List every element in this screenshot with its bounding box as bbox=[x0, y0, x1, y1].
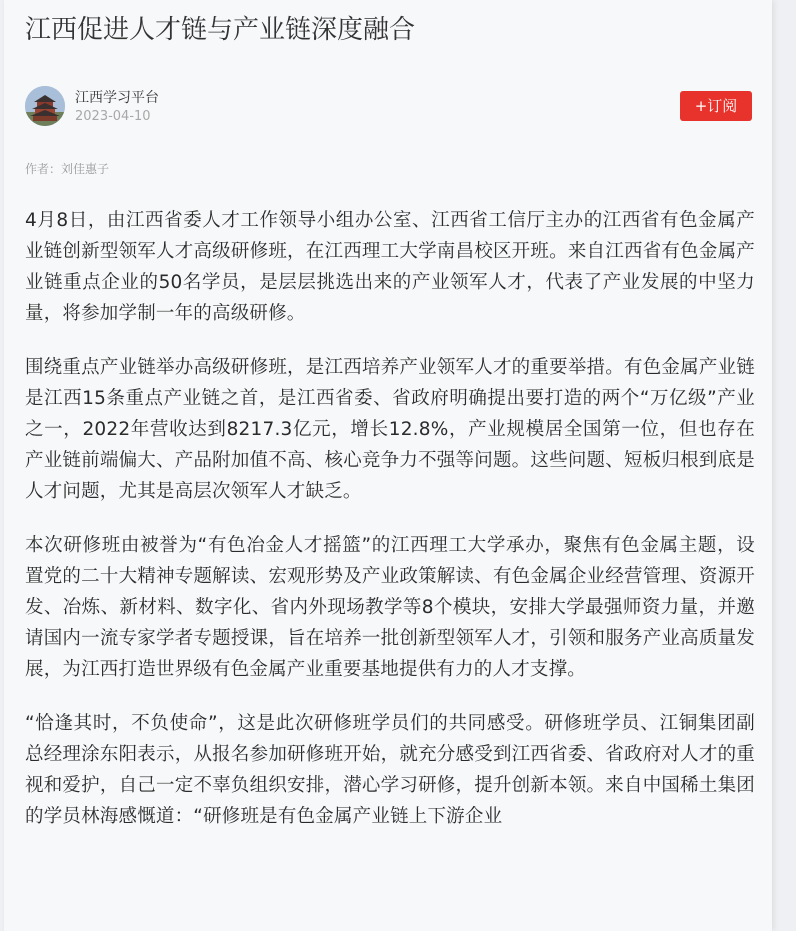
subscribe-button[interactable]: +订阅 bbox=[680, 91, 752, 121]
article-paragraph: 4月8日，由江西省委人才工作领导小组办公室、江西省工信厅主办的江西省有色金属产业链创新型领军人才高级研修班，在江西理工大学南昌校区开班。来自江西省有色金属产业链重点企业的50名学员，是层层挑选出来的产业领军人才，代表了产业发展的中坚力量，将参加学制一年的高级研修。 bbox=[25, 210, 755, 324]
article-paragraph: “恰逢其时，不负使命”，这是此次研修班学员们的共同感受。研修班学员、江铜集团副总经理涂东阳表示，从报名参加研修班开始，就充分感受到江西省委、省政府对人才的重视和爱护，自己一定不辜负组织安排，潜心学习研修，提升创新本领。来自中国稀土集团的学员林海感慨道：“研修班是有色金属产业链上下游企业 bbox=[25, 713, 755, 827]
account-avatar[interactable] bbox=[25, 86, 65, 126]
article-paragraph: 围绕重点产业链举办高级研修班，是江西培养产业领军人才的重要举措。有色金属产业链是江西15条重点产业链之首，是江西省委、省政府明确提出要打造的两个“万亿级”产业之一，2022年营收达到8217.3亿元，增长12.8%，产业规模居全国第一位，但也存在产业链前端偏大、产品附加值不高、核心竞争力不强等问题。这些问题、短板归根到底是人才问题，尤其是高层次领军人才缺乏。 bbox=[25, 357, 755, 502]
author-line bbox=[25, 160, 109, 178]
account-name[interactable]: 江西学习平台 bbox=[75, 90, 159, 106]
article-title: 江西促进人才链与产业链深度融合 bbox=[25, 15, 416, 45]
article-page bbox=[4, 0, 772, 931]
article-body bbox=[25, 205, 755, 855]
publish-date: 2023-04-10 bbox=[75, 109, 151, 124]
author-name: 刘佳惠子 bbox=[61, 162, 110, 176]
pavilion-avatar-image bbox=[25, 86, 65, 126]
article-paragraph: 本次研修班由被誉为“有色冶金人才摇篮”的江西理工大学承办，聚焦有色金属主题，设置党的二十大精神专题解读、宏观形势及产业政策解读、有色金属企业经营管理、资源开发、冶炼、新材料、数字化、省内外现场教学等8个模块，安排大学最强师资力量，并邀请国内一流专家学者专题授课，旨在培养一批创新型领军人才，引领和服务产业高质量发展，为江西打造世界级有色金属产业重要基地提供有力的人才支撑。 bbox=[25, 535, 755, 680]
author-prefix: 作者： bbox=[25, 162, 62, 176]
